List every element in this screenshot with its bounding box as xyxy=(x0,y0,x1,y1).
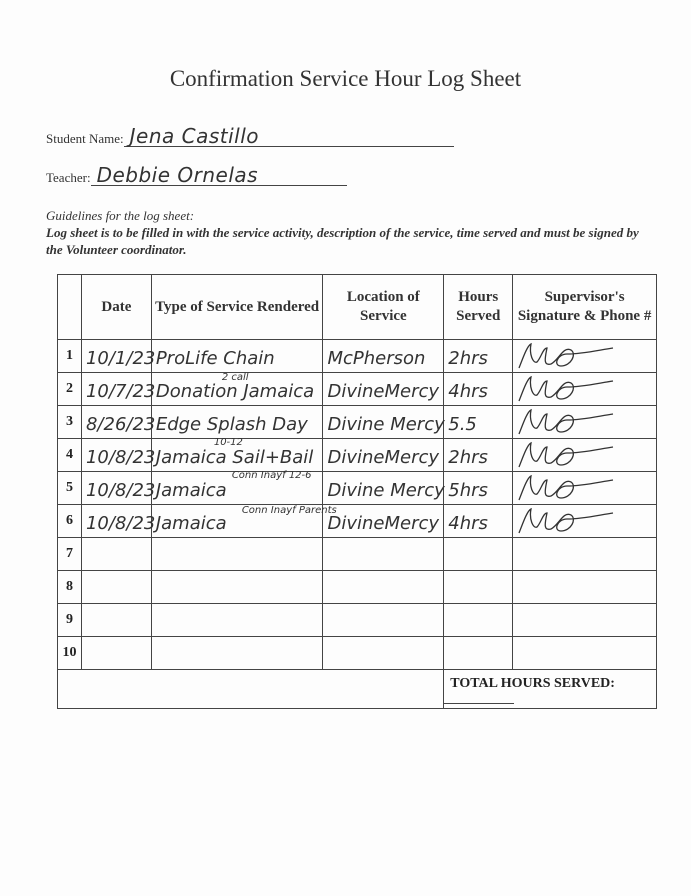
service-type-note: 2 call xyxy=(221,372,249,383)
supervisor-signature-cell[interactable] xyxy=(513,472,657,505)
location-cell[interactable] xyxy=(323,505,444,538)
date-cell-value: 10/8/23 xyxy=(85,447,156,468)
teacher-label: Teacher: xyxy=(46,170,91,185)
date-cell-value: 10/8/23 xyxy=(85,480,156,501)
date-cell[interactable] xyxy=(81,340,156,373)
location-cell-value: DivineMercy xyxy=(327,381,440,402)
hours-cell-value: 2hrs xyxy=(448,348,488,369)
row-number: 3 xyxy=(58,406,82,439)
date-cell[interactable] xyxy=(81,505,156,538)
location-cell[interactable] xyxy=(323,439,444,472)
row-number: 5 xyxy=(58,472,82,505)
signature-scribble-icon xyxy=(513,472,633,504)
location-cell[interactable] xyxy=(323,538,444,571)
row-number: 2 xyxy=(58,373,82,406)
signature-scribble-icon xyxy=(513,373,633,405)
header-supervisor: Supervisor's Signature & Phone # xyxy=(513,275,657,340)
supervisor-signature-cell[interactable] xyxy=(513,505,657,538)
table-row xyxy=(58,604,657,637)
hours-cell[interactable] xyxy=(444,604,513,637)
table-row xyxy=(58,373,657,406)
hours-cell[interactable] xyxy=(444,505,513,538)
table-body xyxy=(58,340,657,670)
teacher-value: Debbie Ornelas xyxy=(96,163,259,187)
row-number: 1 xyxy=(58,340,82,373)
hours-cell[interactable] xyxy=(444,538,513,571)
teacher-field[interactable] xyxy=(91,163,347,186)
table-row xyxy=(58,505,657,538)
service-type-cell[interactable] xyxy=(151,439,323,472)
service-type-cell[interactable] xyxy=(151,373,323,406)
supervisor-signature-cell[interactable] xyxy=(513,604,657,637)
page-title: Confirmation Service Hour Log Sheet xyxy=(169,66,522,91)
table-row xyxy=(58,538,657,571)
service-type-note: Conn Inayf Parents xyxy=(241,505,337,516)
supervisor-signature-cell[interactable] xyxy=(513,637,657,670)
signature-scribble-icon xyxy=(513,406,633,438)
table-row xyxy=(58,571,657,604)
service-type-cell[interactable] xyxy=(151,340,323,373)
hours-cell[interactable] xyxy=(444,637,513,670)
hours-cell-value: 5.5 xyxy=(448,414,477,435)
signature-scribble-icon xyxy=(513,505,633,537)
service-type-cell[interactable] xyxy=(151,472,323,505)
location-cell[interactable] xyxy=(323,373,444,406)
location-cell[interactable] xyxy=(323,340,444,373)
header-number xyxy=(58,275,82,340)
location-cell-value: DivineMercy xyxy=(327,447,440,468)
signature-scribble-icon xyxy=(513,340,633,372)
location-cell-value: Divine Mercy xyxy=(327,480,445,501)
guidelines-text: Log sheet is to be filled in with the service activity, description of the service, time served and must be signed by the Volunteer coordinator. xyxy=(46,225,639,257)
hours-cell-value: 4hrs xyxy=(448,513,488,534)
student-name-label: Student Name: xyxy=(46,131,124,146)
date-cell[interactable] xyxy=(81,373,156,406)
student-name-field[interactable] xyxy=(124,124,454,147)
table-row xyxy=(58,406,657,439)
supervisor-signature-cell[interactable] xyxy=(513,571,657,604)
service-type-note: 10-12 xyxy=(213,437,243,448)
service-type-cell-value: Edge Splash Day xyxy=(155,414,308,435)
header-date: Date xyxy=(81,275,151,340)
service-type-note: Conn Inayf 12-6 xyxy=(231,470,312,481)
row-number: 7 xyxy=(58,538,82,571)
signature-scribble-icon xyxy=(513,439,633,471)
student-name-row xyxy=(46,124,454,147)
guidelines-heading: Guidelines for the log sheet: xyxy=(46,208,195,223)
total-row xyxy=(58,670,657,709)
header-service-type: Type of Service Rendered xyxy=(151,275,323,340)
supervisor-signature-cell[interactable] xyxy=(513,439,657,472)
date-cell[interactable] xyxy=(81,406,156,439)
hours-cell[interactable] xyxy=(444,340,513,373)
hours-cell[interactable] xyxy=(444,571,513,604)
table-header-row xyxy=(58,275,657,340)
service-type-cell[interactable] xyxy=(151,538,323,571)
hours-cell[interactable] xyxy=(444,472,513,505)
service-type-cell[interactable] xyxy=(151,604,323,637)
hours-cell[interactable] xyxy=(444,406,513,439)
total-hours-cell[interactable] xyxy=(444,670,657,709)
service-type-cell[interactable] xyxy=(151,406,323,439)
supervisor-signature-cell[interactable] xyxy=(513,373,657,406)
date-cell-value: 10/1/23 xyxy=(85,348,156,369)
service-type-cell[interactable] xyxy=(151,571,323,604)
hours-cell-value: 2hrs xyxy=(448,447,488,468)
row-number: 10 xyxy=(58,637,82,670)
supervisor-signature-cell[interactable] xyxy=(513,340,657,373)
header-hours: Hours Served xyxy=(444,275,513,340)
table-row xyxy=(58,637,657,670)
hours-cell[interactable] xyxy=(444,373,513,406)
location-cell[interactable] xyxy=(323,637,444,670)
location-cell[interactable] xyxy=(323,472,444,505)
table-row xyxy=(58,439,657,472)
student-name-value: Jena Castillo xyxy=(129,124,260,148)
date-cell-value: 10/8/23 xyxy=(85,513,156,534)
table-row xyxy=(58,472,657,505)
date-cell-value: 8/26/23 xyxy=(85,414,156,435)
service-type-cell-value: ProLife Chain xyxy=(155,348,275,369)
location-cell[interactable] xyxy=(323,406,444,439)
row-number: 6 xyxy=(58,505,82,538)
date-cell[interactable] xyxy=(81,571,151,604)
hours-cell-value: 4hrs xyxy=(448,381,488,402)
service-type-cell-value: Jamaica xyxy=(155,480,227,501)
service-log-table xyxy=(57,274,657,709)
supervisor-signature-cell[interactable] xyxy=(513,538,657,571)
location-cell-value: DivineMercy xyxy=(327,513,440,534)
date-cell[interactable] xyxy=(81,439,156,472)
date-cell[interactable] xyxy=(81,538,151,571)
supervisor-signature-cell[interactable] xyxy=(513,406,657,439)
date-cell[interactable] xyxy=(81,637,151,670)
date-cell[interactable] xyxy=(81,604,151,637)
service-type-cell-value: Donation Jamaica xyxy=(155,381,315,402)
hours-cell-value: 5hrs xyxy=(448,480,488,501)
location-cell[interactable] xyxy=(323,571,444,604)
service-type-cell[interactable] xyxy=(151,505,337,538)
table-row xyxy=(58,340,657,373)
row-number: 8 xyxy=(58,571,82,604)
location-cell-value: McPherson xyxy=(327,348,426,369)
date-cell[interactable] xyxy=(81,472,156,505)
row-number: 9 xyxy=(58,604,82,637)
total-hours-label: TOTAL HOURS SERVED: xyxy=(450,676,615,691)
service-type-cell[interactable] xyxy=(151,637,323,670)
guidelines xyxy=(46,207,646,258)
service-type-cell-value: Jamaica Sail+Bail xyxy=(155,447,314,468)
row-number: 4 xyxy=(58,439,82,472)
location-cell[interactable] xyxy=(323,604,444,637)
total-blank xyxy=(58,670,444,709)
service-type-cell-value: Jamaica xyxy=(155,513,227,534)
date-cell-value: 10/7/23 xyxy=(85,381,156,402)
header-location: Location of Service xyxy=(323,275,444,340)
location-cell-value: Divine Mercy xyxy=(327,414,445,435)
hours-cell[interactable] xyxy=(444,439,513,472)
total-hours-line xyxy=(444,703,514,704)
teacher-row xyxy=(46,163,347,186)
